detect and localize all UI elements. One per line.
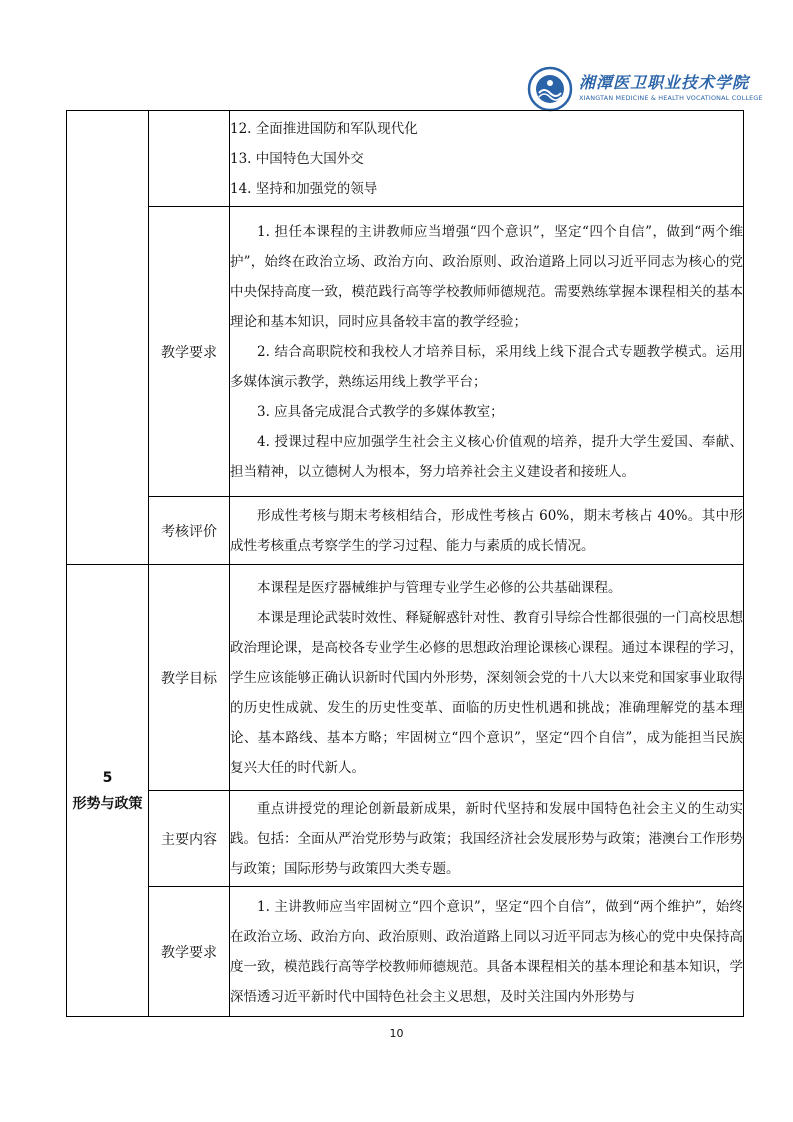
- list-item: 13. 中国特色大国外交: [230, 150, 364, 167]
- table-row: [67, 111, 744, 207]
- table-row: [67, 887, 744, 1017]
- content-cell: [230, 497, 744, 565]
- row-label: 教学要求: [149, 887, 230, 1017]
- college-emblem-icon: [527, 66, 573, 112]
- paragraph: 本课程是医疗器械维护与管理专业学生必修的公共基础课程。: [257, 579, 622, 596]
- previous-course-cell: [67, 111, 149, 565]
- row-label: 主要内容: [149, 791, 230, 887]
- logo-name-en: XIANGTAN MEDICINE & HEALTH VOCATIONAL COLLEGE: [579, 94, 763, 102]
- table-row: [67, 497, 744, 565]
- table-row: [67, 565, 744, 791]
- list-item: 12. 全面推进国防和军队现代化: [230, 120, 418, 137]
- paragraph: 3. 应具备完成混合式教学的多媒体教室；: [257, 403, 504, 420]
- row-label: 教学目标: [149, 565, 230, 791]
- table-row: [67, 207, 744, 497]
- paragraph: 4. 授课过程中应加强学生社会主义核心价值观的培养，提升大学生爱国、奉献、担当精神，以立德树人为根本，努力培养社会主义建设者和接班人。: [230, 433, 743, 480]
- content-cell: [230, 887, 744, 1017]
- content-cell: [230, 111, 744, 207]
- logo-name-cn: 湘潭医卫职业技术学院: [579, 73, 750, 92]
- paragraph: 形成性考核与期末考核相结合，形成性考核占 60%，期末考核占 40%。其中形成性考核重点考察学生的学习过程、能力与素质的成长情况。: [230, 507, 743, 554]
- content-cell: [230, 565, 744, 791]
- content-cell: [230, 207, 744, 497]
- row-label: 考核评价: [149, 497, 230, 565]
- content-cell: [230, 791, 744, 887]
- page-number: 10: [389, 1027, 404, 1040]
- paragraph: 1. 主讲教师应当牢固树立“四个意识”，坚定“四个自信”，做到“两个维护”，始终在政治立场、政治方向、政治原则、政治道路上同以习近平同志为核心的党中央保持高度一致，模范践行高等学校教师师德规范。具备本课程相关的基本理论和基本知识，学深悟透习近平新时代中国特色社会主义思想，及时关注国内外形势与: [230, 898, 743, 1005]
- course-number: 5: [102, 769, 113, 786]
- paragraph: 重点讲授党的理论创新最新成果，新时代坚持和发展中国特色社会主义的生动实践。包括：全面从严治党形势与政策；我国经济社会发展形势与政策；港澳台工作形势与政策；国际形势与政策四大类专题。: [230, 800, 743, 877]
- course-group-cell: [67, 565, 149, 1017]
- course-name: 形势与政策: [72, 795, 143, 812]
- paragraph: 2. 结合高职院校和我校人才培养目标，采用线上线下混合式专题教学模式。运用多媒体演示教学，熟练运用线上教学平台；: [230, 343, 743, 390]
- row-label: 教学要求: [149, 207, 230, 497]
- paragraph: 本课是理论武装时效性、释疑解惑针对性、教育引导综合性都很强的一门高校思想政治理论课，是高校各专业学生必修的思想政治理论课核心课程。通过本课程的学习，学生应该能够正确认识新时代国内外形势，深刻领会党的十八大以来党和国家事业取得的历史性成就、发生的历史性变革、面临的历史性机遇和挑战；准确理解党的基本理论、基本路线、基本方略；牢固树立“四个意识”，坚定“四个自信”，成为能担当民族复兴大任的时代新人。: [230, 609, 743, 776]
- table-row: [67, 791, 744, 887]
- college-logo: [527, 66, 763, 114]
- paragraph: 1. 担任本课程的主讲教师应当增强“四个意识”，坚定“四个自信”，做到“两个维护”，始终在政治立场、政治方向、政治原则、政治道路上同以习近平同志为核心的党中央保持高度一致，模范践行高等学校教师师德规范。需要熟练掌握本课程相关的基本理论和基本知识，同时应具备较丰富的教学经验；: [230, 223, 743, 330]
- row-label-empty: [149, 111, 230, 207]
- list-item: 14. 坚持和加强党的领导: [230, 180, 378, 197]
- course-table: [66, 110, 744, 1017]
